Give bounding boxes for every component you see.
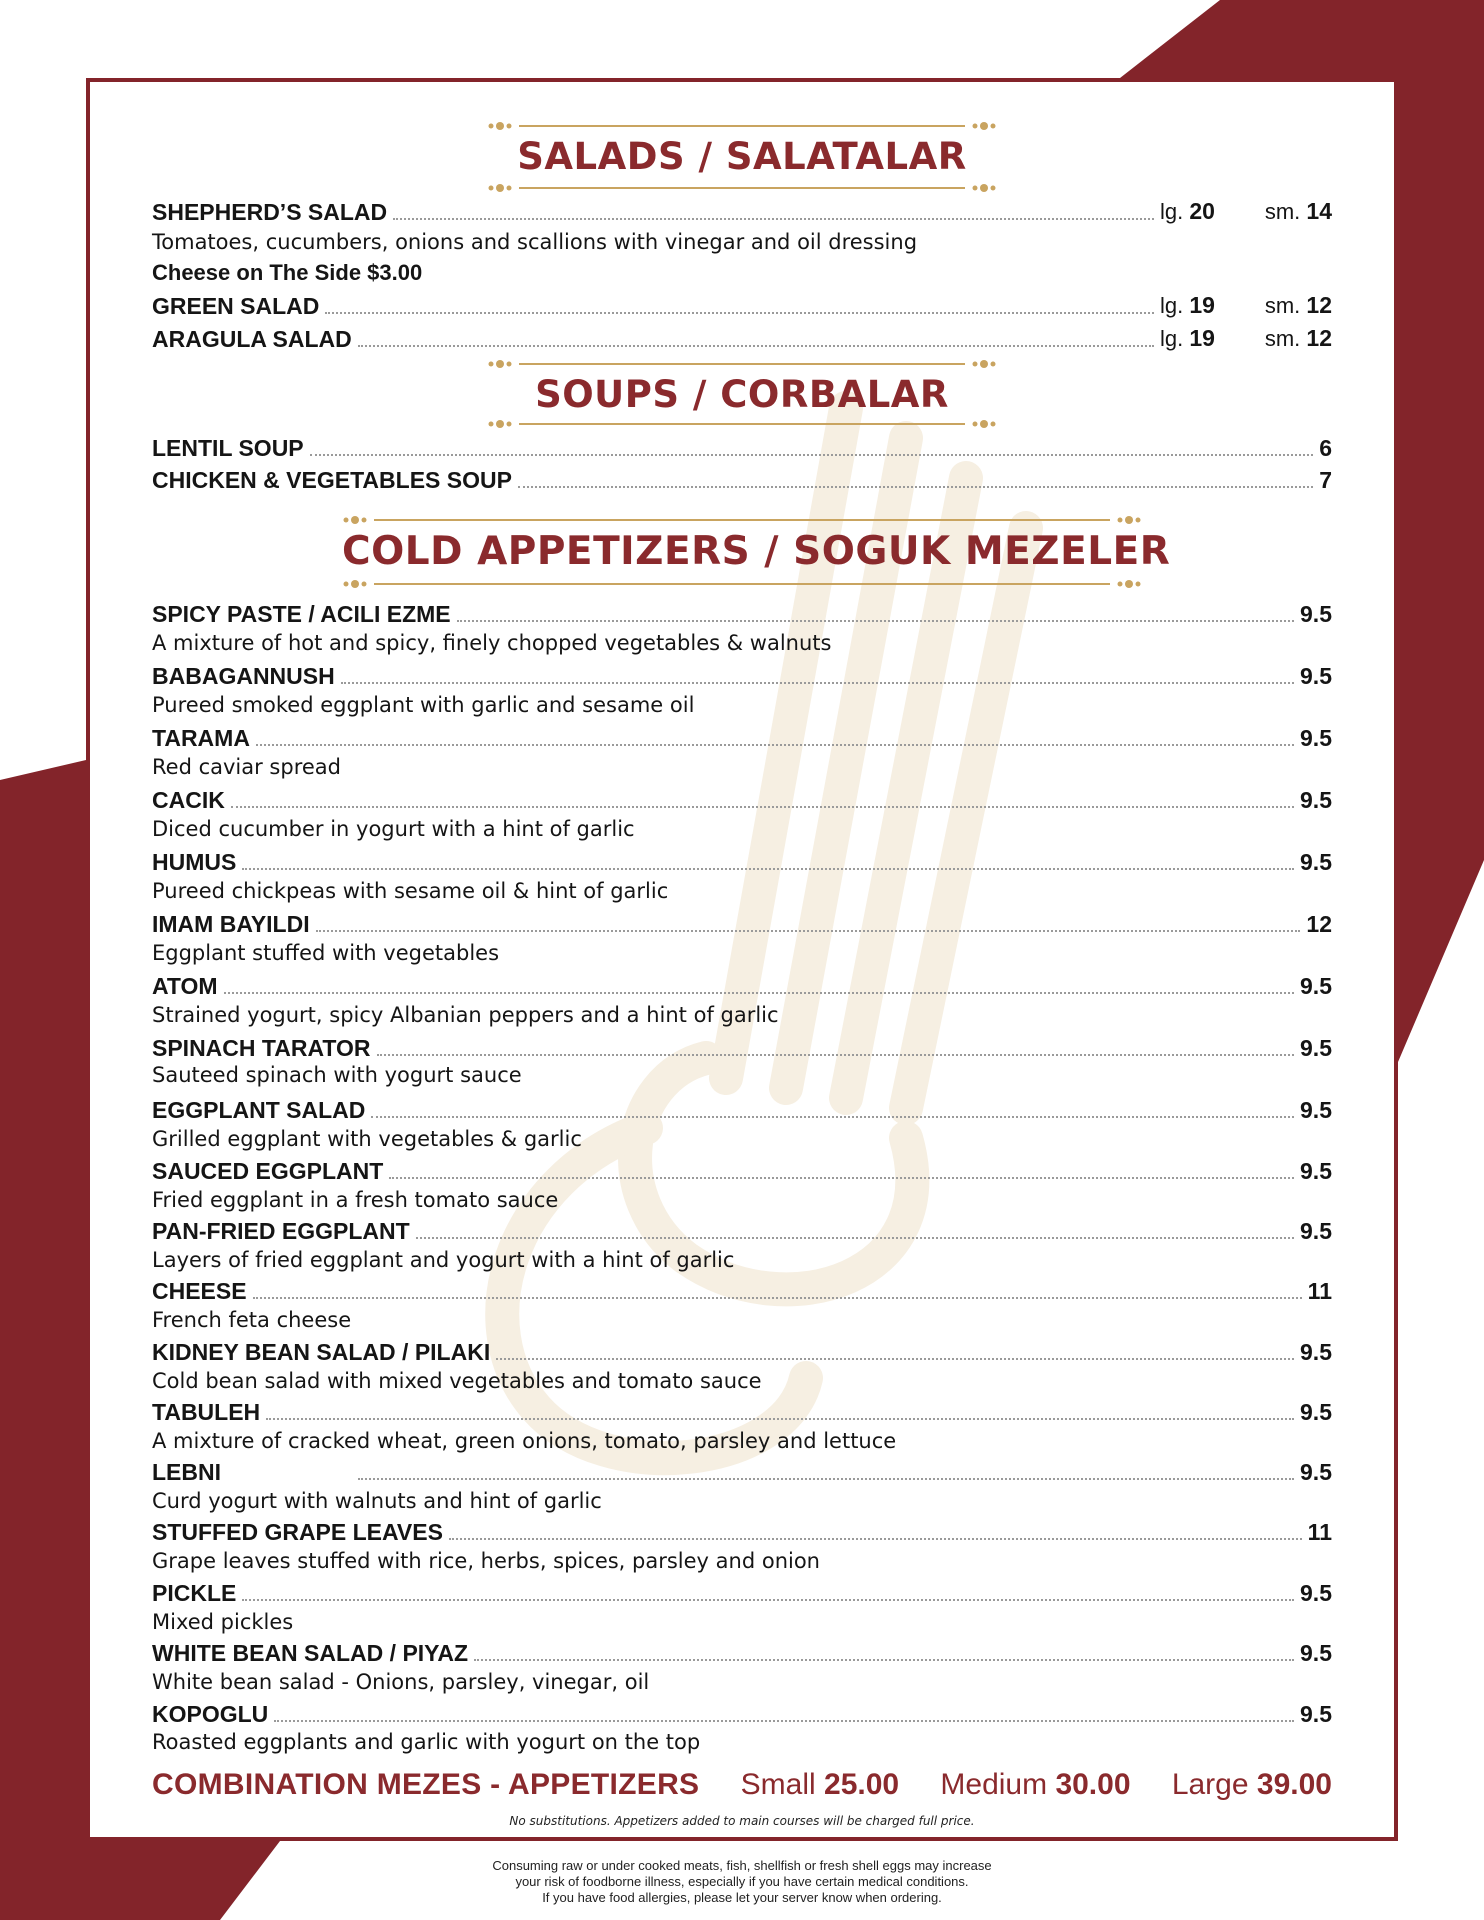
warning-line: Consuming raw or under cooked meats, fish, shellfish or fresh shell eggs may increase: [492, 1858, 992, 1873]
section-title: SALADS / SALATALAR: [517, 135, 967, 178]
dot-leader: [242, 1598, 1294, 1601]
combination-mezes-line: [152, 1762, 1332, 1802]
item-price: 9.5: [1300, 973, 1332, 999]
dot-leader: [457, 619, 1294, 622]
dot-leader: [377, 1053, 1295, 1056]
gold-divider-top: [342, 514, 1142, 526]
menu-item: [152, 660, 1332, 690]
size-prices: lg. 19 sm. 12: [1160, 292, 1332, 318]
item-price: 9.5: [1300, 1701, 1332, 1727]
dot-leader: [389, 1176, 1294, 1179]
menu-item-lentil-soup: [152, 432, 1332, 462]
dot-leader: [266, 1417, 1294, 1420]
dot-leader: [449, 1537, 1302, 1540]
dot-leader: [416, 1236, 1294, 1239]
item-price: 12: [1306, 911, 1332, 937]
item-description: Eggplant stuffed with vegetables: [152, 941, 500, 965]
menu-item: [152, 846, 1332, 876]
health-warning: [0, 1858, 1484, 1906]
dot-leader: [358, 344, 1154, 347]
item-name: TABULEH: [152, 1399, 261, 1425]
dot-leader: [393, 217, 1154, 220]
item-name: ARAGULA SALAD: [152, 326, 352, 352]
menu-item: [152, 1155, 1332, 1185]
item-price: 11: [1307, 1278, 1332, 1304]
item-name: GREEN SALAD: [152, 293, 320, 319]
item-price: 9.5: [1300, 1218, 1332, 1244]
item-price: 9.5: [1300, 601, 1332, 627]
menu-item: [152, 598, 1332, 628]
menu-item-green-salad: [152, 290, 1332, 320]
gold-divider-bottom: [487, 182, 997, 194]
item-description: Pureed smoked eggplant with garlic and sesame oil: [152, 693, 695, 717]
size-prices: lg. 20 sm. 14: [1160, 198, 1332, 224]
menu-item: [152, 1577, 1332, 1607]
item-name: SPICY PASTE / ACILI EZME: [152, 601, 451, 627]
menu-item: [152, 1336, 1332, 1366]
item-price: 9.5: [1300, 725, 1332, 751]
dot-leader: [518, 485, 1313, 488]
menu-item: [152, 970, 1332, 1000]
substitution-disclaimer: No substitutions. Appetizers added to main courses will be charged full price.: [509, 1814, 975, 1828]
item-description: Fried eggplant in a fresh tomato sauce: [152, 1188, 559, 1212]
item-name: KIDNEY BEAN SALAD / PILAKI: [152, 1339, 491, 1365]
menu-item: [152, 722, 1332, 752]
item-price: 6: [1319, 435, 1332, 461]
menu-item: [152, 1215, 1332, 1245]
menu-item: [152, 1275, 1332, 1305]
menu-item-shepherds-salad: [152, 196, 1332, 226]
item-name: PAN-FRIED EGGPLANT: [152, 1218, 410, 1244]
section-title: SOUPS / CORBALAR: [535, 373, 949, 416]
item-price: 9.5: [1300, 1459, 1332, 1485]
item-note: Cheese on The Side $3.00: [152, 260, 423, 285]
item-name: BABAGANNUSH: [152, 663, 335, 689]
item-name: LENTIL SOUP: [152, 435, 304, 461]
item-name: CACIK: [152, 787, 225, 813]
item-price: 9.5: [1300, 1640, 1332, 1666]
combination-large: Large 39.00: [1171, 1768, 1332, 1801]
dot-leader: [256, 743, 1294, 746]
item-description: White bean salad - Onions, parsley, vinegar, oil: [152, 1670, 650, 1694]
item-price: 9.5: [1300, 1097, 1332, 1123]
item-description: Mixed pickles: [152, 1610, 294, 1634]
item-price: 9.5: [1300, 787, 1332, 813]
menu-item: [152, 1032, 1332, 1062]
item-description: A mixture of hot and spicy, finely chopped vegetables & walnuts: [152, 631, 832, 655]
item-name: ATOM: [152, 973, 218, 999]
combination-small: Small 25.00: [740, 1768, 900, 1801]
dot-leader: [358, 1477, 1294, 1480]
item-price: 9.5: [1300, 849, 1332, 875]
item-description: Roasted eggplants and garlic with yogurt on the top: [152, 1730, 701, 1754]
size-prices: lg. 19 sm. 12: [1160, 325, 1332, 351]
menu-item: [152, 784, 1332, 814]
menu-item: [152, 1094, 1332, 1124]
item-description: Layers of fried eggplant and yogurt with a hint of garlic: [152, 1248, 735, 1272]
item-name: CHEESE: [152, 1278, 247, 1304]
menu-item: [152, 908, 1332, 938]
item-price: 9.5: [1300, 1339, 1332, 1365]
item-price: 9.5: [1300, 1580, 1332, 1606]
cold-appetizers-section-header: [0, 514, 1484, 578]
item-price: 9.5: [1300, 1399, 1332, 1425]
dot-leader: [310, 453, 1314, 456]
dot-leader: [341, 681, 1294, 684]
item-price: 11: [1307, 1519, 1332, 1545]
menu-item-chicken-soup: [152, 464, 1332, 494]
item-description: Grape leaves stuffed with rice, herbs, spices, parsley and onion: [152, 1549, 820, 1573]
item-name: LEBNI: [152, 1459, 221, 1485]
item-description: French feta cheese: [152, 1308, 352, 1332]
dot-leader: [242, 867, 1294, 870]
item-price: 9.5: [1300, 663, 1332, 689]
item-description: Strained yogurt, spicy Albanian peppers and a hint of garlic: [152, 1003, 779, 1027]
dot-leader: [253, 1296, 1302, 1299]
item-description: Pureed chickpeas with sesame oil & hint of garlic: [152, 879, 669, 903]
combination-label: COMBINATION MEZES - APPETIZERS: [152, 1768, 700, 1801]
item-name: HUMUS: [152, 849, 237, 875]
item-name: EGGPLANT SALAD: [152, 1097, 366, 1123]
gold-divider-top: [487, 120, 997, 132]
item-description: Red caviar spread: [152, 755, 341, 779]
dot-leader: [474, 1658, 1294, 1661]
item-description: Cold bean salad with mixed vegetables and tomato sauce: [152, 1369, 762, 1393]
dot-leader: [325, 311, 1154, 314]
item-name: PICKLE: [152, 1580, 237, 1606]
gold-divider-bottom: [342, 578, 1142, 590]
salads-section-header: [0, 120, 1484, 182]
item-name: STUFFED GRAPE LEAVES: [152, 1519, 443, 1545]
menu-item: [152, 1698, 1332, 1728]
menu-item: [152, 1516, 1332, 1546]
item-description: Diced cucumber in yogurt with a hint of garlic: [152, 817, 635, 841]
gold-divider-top: [487, 358, 997, 370]
item-name: IMAM BAYILDI: [152, 911, 310, 937]
item-name: SAUCED EGGPLANT: [152, 1158, 384, 1184]
soups-section-header: [0, 358, 1484, 420]
combination-medium: Medium 30.00: [940, 1768, 1131, 1801]
item-description: Tomatoes, cucumbers, onions and scallions with vinegar and oil dressing: [152, 230, 918, 254]
item-description: Grilled eggplant with vegetables & garlic: [152, 1127, 582, 1151]
item-name: WHITE BEAN SALAD / PIYAZ: [152, 1640, 469, 1666]
warning-line: your risk of foodborne illness, especially if you have certain medical conditions.: [515, 1874, 969, 1889]
dot-leader: [231, 805, 1294, 808]
item-name: TARAMA: [152, 725, 250, 751]
section-title: COLD APPETIZERS / SOGUK MEZELER: [342, 529, 1171, 574]
dot-leader: [316, 929, 1301, 932]
item-description: A mixture of cracked wheat, green onions, tomato, parsley and lettuce: [152, 1429, 897, 1453]
menu-item-aragula-salad: [152, 323, 1332, 353]
menu-item: [152, 1456, 1332, 1486]
item-description: Curd yogurt with walnuts and hint of garlic: [152, 1489, 602, 1513]
item-description: Sauteed spinach with yogurt sauce: [152, 1063, 522, 1087]
item-name: SHEPHERD’S SALAD: [152, 199, 388, 225]
warning-line: If you have food allergies, please let your server know when ordering.: [542, 1890, 942, 1905]
item-name: SPINACH TARATOR: [152, 1035, 371, 1061]
menu-item: [152, 1396, 1332, 1426]
item-name: CHICKEN & VEGETABLES SOUP: [152, 467, 512, 493]
dot-leader: [224, 991, 1294, 994]
item-price: 9.5: [1300, 1158, 1332, 1184]
item-name: KOPOGLU: [152, 1701, 269, 1727]
item-price: 7: [1319, 467, 1332, 493]
dot-leader: [371, 1115, 1294, 1118]
dot-leader: [274, 1719, 1294, 1722]
gold-divider-bottom: [487, 418, 997, 430]
item-price: 9.5: [1300, 1035, 1332, 1061]
menu-item: [152, 1637, 1332, 1667]
dot-leader: [496, 1357, 1294, 1360]
